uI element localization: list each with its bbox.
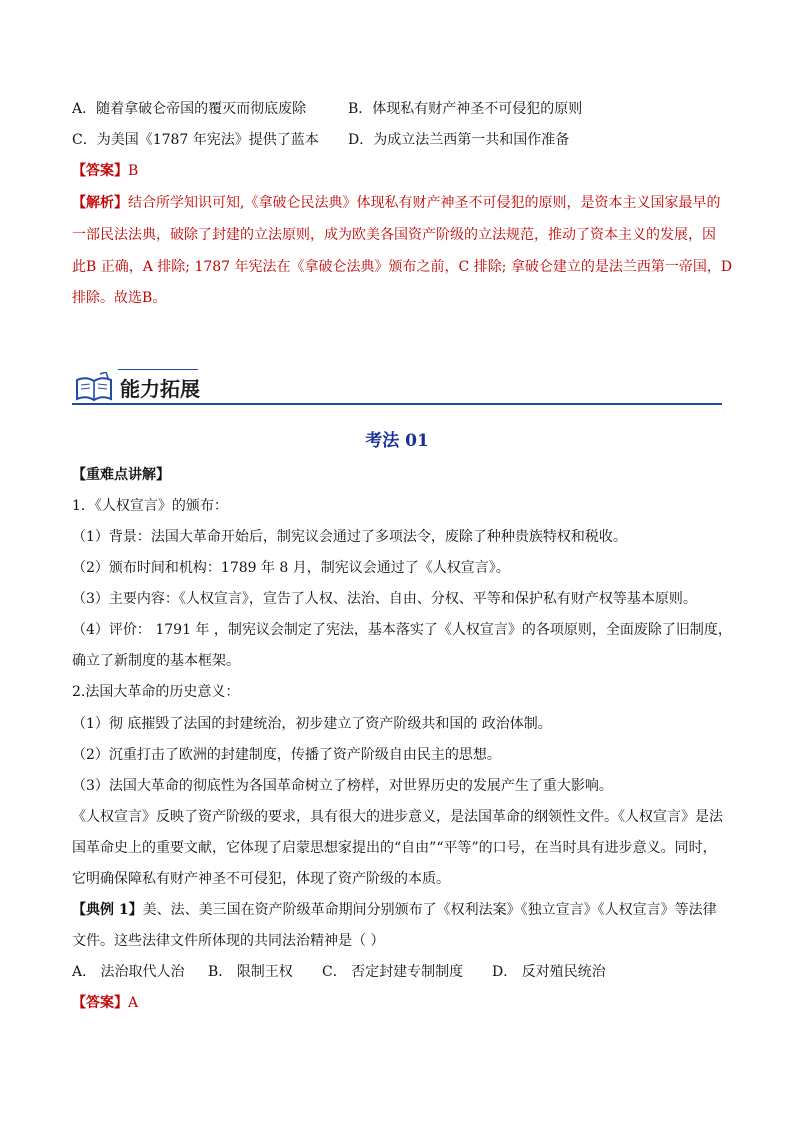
- q1-analysis-label: 【解析】: [72, 195, 128, 211]
- content-line-2: （1）背景：法国大革命开始后，制宪议会通过了多项法令，废除了种种贵族特权和税收。: [72, 529, 627, 545]
- q1-analysis-line-3: 此B 正确，A 排除; 1787 年宪法在《拿破仑法典》颁布之前，C 排除; 拿破仑建立的是法兰西第一帝国，D: [72, 259, 733, 275]
- example-answer-label: 【答案】: [72, 995, 128, 1011]
- book-icon: [74, 372, 114, 404]
- content-line-9: （2）沉重打击了欧洲的封建制度，传播了资产阶级自由民主的思想。: [72, 747, 501, 763]
- q1-answer-value: B: [128, 163, 139, 179]
- section-divider: [72, 403, 722, 405]
- content-line-13: 它明确保障私有财产神圣不可侵犯，体现了资产阶级的本质。: [72, 871, 450, 887]
- q1-analysis-line-1: [72, 188, 722, 219]
- q1-option-d: D．为成立法兰西第一共和国作准备: [348, 132, 570, 148]
- example-text-1: 美、法、美三国在资产阶级革命期间分别颁布了《权利法案》《独立宣言》《人权宣言》等法律: [142, 902, 717, 918]
- content-line-11: 《人权宣言》反映了资产阶级的要求，具有很大的进步意义，是法国革命的纲领性文件。《人权宣言》是法: [72, 809, 723, 825]
- example-label: 【典例 1】: [72, 902, 143, 918]
- kaofa-title: 考法 01: [365, 431, 429, 451]
- q1-option-a: A．随着拿破仑帝国的覆灭而彻底废除: [72, 101, 307, 117]
- content-line-3: （2）颁布时间和机构：1789 年 8 月，制宪议会通过了《人权宣言》。: [72, 560, 510, 576]
- example-answer-value: A: [128, 995, 139, 1011]
- q1-analysis-line-4: 排除。故选B。: [72, 290, 167, 306]
- content-line-5: （4）评价： 1791 年 ，制宪议会制定了宪法，基本落实了《人权宣言》的各项原则，全面废除了旧制度，: [72, 622, 732, 638]
- q1-analysis-text-1: 结合所学知识可知,《拿破仑民法典》体现私有财产神圣不可侵犯的原则，是资本主义国家最早的: [128, 195, 721, 211]
- example-answer: [72, 988, 722, 1019]
- q1-option-c: C．为美国《1787 年宪法》提供了蓝本: [72, 132, 319, 148]
- content-line-8: （1）彻 底摧毁了法国的封建统治，初步建立了资产阶级共和国的 政治体制。: [72, 716, 552, 732]
- q1-options-row-1: [72, 94, 722, 125]
- q1-option-b: B．体现私有财产神圣不可侵犯的原则: [348, 101, 583, 117]
- q1-answer: [72, 156, 722, 187]
- q1-analysis-line-2: 一部民法法典，破除了封建的立法原则，成为欧美各国资产阶级的立法规范，推动了资本主义的发展，因: [72, 227, 716, 243]
- content-line-10: （3）法国大革命的彻底性为各国革命树立了榜样，对世界历史的发展产生了重大影响。: [72, 778, 613, 794]
- section-title: 能力拓展: [120, 377, 200, 401]
- content-line-12: 国革命史上的重要文献，它体现了启蒙思想家提出的“自由”“平等”的口号，在当时具有进步意义。同时，: [72, 840, 717, 856]
- key-points-heading: 【重难点讲解】: [72, 467, 170, 483]
- content-line-7: 2.法国大革命的历史意义：: [72, 684, 240, 700]
- example-options-row: [72, 957, 722, 988]
- example-option-d: D． 反对殖民统治: [492, 964, 606, 980]
- example-option-b: B． 限制王权: [208, 964, 293, 980]
- content-line-4: （3）主要内容：《人权宣言》，宣告了人权、法治、自由、分权、平等和保护私有财产权等基本原则。: [72, 591, 697, 607]
- example-line-2: 文件。这些法律文件所体现的共同法治精神是（ ）: [72, 933, 385, 949]
- q1-answer-label: 【答案】: [72, 163, 128, 179]
- content-line-6: 确立了新制度的基本框架。: [72, 653, 240, 669]
- example-line-1: [72, 895, 722, 926]
- example-option-c: C． 否定封建专制制度: [322, 964, 464, 980]
- section-band-topline: [118, 369, 198, 370]
- content-line-1: 1．《人权宣言》的颁布：: [72, 498, 228, 514]
- example-option-a: A． 法治取代人治: [72, 964, 185, 980]
- q1-options-row-2: [72, 125, 722, 156]
